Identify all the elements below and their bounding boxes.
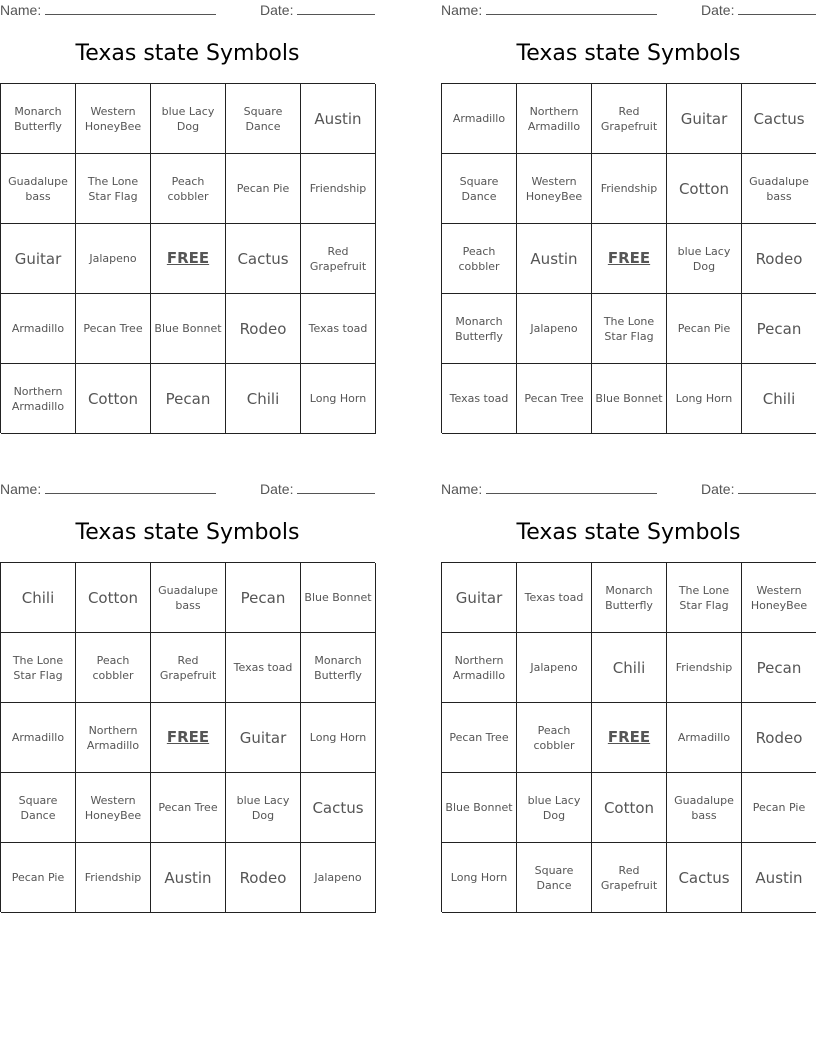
bingo-cell[interactable]: Western HoneyBee	[76, 773, 151, 843]
bingo-cell[interactable]: Red Grapefruit	[592, 84, 667, 154]
bingo-cell[interactable]: Friendship	[76, 843, 151, 913]
free-space[interactable]: FREE	[592, 703, 667, 773]
name-label: Name:	[0, 2, 42, 18]
date-label: Date:	[701, 2, 735, 18]
bingo-cell[interactable]: Monarch Butterfly	[1, 84, 76, 154]
bingo-cell[interactable]: Cotton	[76, 364, 151, 434]
bingo-cell[interactable]: Pecan	[226, 563, 301, 633]
bingo-cell[interactable]: Cactus	[301, 773, 376, 843]
bingo-cell[interactable]: Long Horn	[667, 364, 742, 434]
name-field[interactable]	[0, 481, 216, 497]
bingo-grid	[441, 562, 816, 912]
bingo-cell[interactable]: Pecan Pie	[1, 843, 76, 913]
date-blank[interactable]	[297, 481, 375, 494]
bingo-cell[interactable]: Friendship	[667, 633, 742, 703]
date-field[interactable]	[701, 2, 816, 18]
bingo-cell[interactable]: The Lone Star Flag	[1, 633, 76, 703]
bingo-cell[interactable]: Cactus	[667, 843, 742, 913]
date-field[interactable]	[260, 481, 375, 497]
bingo-grid	[0, 562, 375, 912]
bingo-cell[interactable]: Western HoneyBee	[517, 154, 592, 224]
bingo-card	[0, 0, 375, 432]
bingo-cell[interactable]: Monarch Butterfly	[442, 294, 517, 364]
bingo-cell[interactable]: Peach cobbler	[517, 703, 592, 773]
bingo-cell[interactable]: Pecan Tree	[442, 703, 517, 773]
bingo-card	[0, 479, 375, 911]
name-blank[interactable]	[45, 2, 216, 15]
card-title: Texas state Symbols	[516, 520, 741, 545]
bingo-cell[interactable]: Guitar	[442, 563, 517, 633]
bingo-cell[interactable]: Pecan	[742, 294, 816, 364]
bingo-cell[interactable]: Austin	[301, 84, 376, 154]
name-label: Name:	[0, 481, 42, 497]
bingo-cell[interactable]: Chili	[1, 563, 76, 633]
bingo-cell[interactable]: The Lone Star Flag	[667, 563, 742, 633]
date-field[interactable]	[260, 2, 375, 18]
bingo-cell[interactable]: Western HoneyBee	[742, 563, 816, 633]
bingo-grid	[0, 83, 375, 433]
card-title: Texas state Symbols	[75, 41, 300, 66]
name-field[interactable]	[441, 2, 657, 18]
bingo-cell[interactable]: Peach cobbler	[76, 633, 151, 703]
date-blank[interactable]	[738, 481, 816, 494]
bingo-cell[interactable]: Northern Armadillo	[76, 703, 151, 773]
bingo-cell[interactable]: Rodeo	[742, 703, 816, 773]
date-label: Date:	[260, 481, 294, 497]
bingo-cell[interactable]: Pecan Pie	[226, 154, 301, 224]
bingo-cell[interactable]: Guadalupe bass	[742, 154, 816, 224]
bingo-cell[interactable]: Monarch Butterfly	[301, 633, 376, 703]
bingo-cell[interactable]: Pecan Pie	[667, 294, 742, 364]
bingo-cell[interactable]: Chili	[742, 364, 816, 434]
bingo-cell[interactable]: Blue Bonnet	[442, 773, 517, 843]
card-title: Texas state Symbols	[516, 41, 741, 66]
bingo-cell[interactable]: Northern Armadillo	[1, 364, 76, 434]
bingo-cell[interactable]: The Lone Star Flag	[592, 294, 667, 364]
bingo-cell[interactable]: Guadalupe bass	[1, 154, 76, 224]
bingo-cell[interactable]: Red Grapefruit	[592, 843, 667, 913]
bingo-cell[interactable]: Pecan	[151, 364, 226, 434]
bingo-cell[interactable]: Rodeo	[226, 294, 301, 364]
free-space[interactable]: FREE	[592, 224, 667, 294]
bingo-card	[441, 479, 816, 911]
bingo-cell[interactable]: blue Lacy Dog	[226, 773, 301, 843]
bingo-cell[interactable]: Austin	[742, 843, 816, 913]
bingo-cell[interactable]: Red Grapefruit	[301, 224, 376, 294]
bingo-cell[interactable]: Northern Armadillo	[442, 633, 517, 703]
name-label: Name:	[441, 481, 483, 497]
bingo-cell[interactable]: Monarch Butterfly	[592, 563, 667, 633]
date-field[interactable]	[701, 481, 816, 497]
bingo-cell[interactable]: The Lone Star Flag	[76, 154, 151, 224]
bingo-cell[interactable]: Cotton	[592, 773, 667, 843]
bingo-cell[interactable]: Square Dance	[517, 843, 592, 913]
bingo-cell[interactable]: Texas toad	[301, 294, 376, 364]
bingo-cell[interactable]: Rodeo	[742, 224, 816, 294]
bingo-cell[interactable]: Chili	[226, 364, 301, 434]
bingo-cell[interactable]: Friendship	[301, 154, 376, 224]
bingo-cell[interactable]: Guadalupe bass	[667, 773, 742, 843]
bingo-cell[interactable]: blue Lacy Dog	[667, 224, 742, 294]
bingo-cell[interactable]: Long Horn	[301, 703, 376, 773]
bingo-cell[interactable]: Guitar	[226, 703, 301, 773]
bingo-cell[interactable]: Rodeo	[226, 843, 301, 913]
bingo-cell[interactable]: Northern Armadillo	[517, 84, 592, 154]
bingo-cell[interactable]: Pecan Tree	[76, 294, 151, 364]
bingo-cell[interactable]: Blue Bonnet	[151, 294, 226, 364]
bingo-cell[interactable]: blue Lacy Dog	[517, 773, 592, 843]
bingo-cell[interactable]: Jalapeno	[517, 633, 592, 703]
bingo-cell[interactable]: Friendship	[592, 154, 667, 224]
bingo-cell[interactable]: Peach cobbler	[151, 154, 226, 224]
bingo-cell[interactable]: Blue Bonnet	[301, 563, 376, 633]
bingo-cell[interactable]: Austin	[151, 843, 226, 913]
bingo-cell[interactable]: Cotton	[76, 563, 151, 633]
bingo-cell[interactable]: Square Dance	[1, 773, 76, 843]
bingo-cell[interactable]: Long Horn	[301, 364, 376, 434]
date-blank[interactable]	[738, 2, 816, 15]
date-label: Date:	[260, 2, 294, 18]
date-blank[interactable]	[297, 2, 375, 15]
bingo-cell[interactable]: Blue Bonnet	[592, 364, 667, 434]
bingo-cell[interactable]: Austin	[517, 224, 592, 294]
date-label: Date:	[701, 481, 735, 497]
bingo-cell[interactable]: Pecan Tree	[517, 364, 592, 434]
bingo-cell[interactable]: Jalapeno	[76, 224, 151, 294]
bingo-cell[interactable]: Pecan Tree	[151, 773, 226, 843]
bingo-cell[interactable]: Peach cobbler	[442, 224, 517, 294]
card-title: Texas state Symbols	[75, 520, 300, 545]
free-space[interactable]: FREE	[151, 703, 226, 773]
bingo-cell[interactable]: Chili	[592, 633, 667, 703]
bingo-cell[interactable]: Pecan	[742, 633, 816, 703]
bingo-cell[interactable]: Cactus	[226, 224, 301, 294]
bingo-card	[441, 0, 816, 432]
bingo-grid	[441, 83, 816, 433]
bingo-cell[interactable]: Cactus	[742, 84, 816, 154]
bingo-cell[interactable]: Texas toad	[517, 563, 592, 633]
free-space[interactable]: FREE	[151, 224, 226, 294]
name-blank[interactable]	[486, 481, 657, 494]
bingo-cell[interactable]: Square Dance	[226, 84, 301, 154]
bingo-cell[interactable]: Armadillo	[667, 703, 742, 773]
name-field[interactable]	[441, 481, 657, 497]
name-field[interactable]	[0, 2, 216, 18]
bingo-cell[interactable]: Western HoneyBee	[76, 84, 151, 154]
bingo-cell[interactable]: Armadillo	[442, 84, 517, 154]
bingo-cell[interactable]: Jalapeno	[517, 294, 592, 364]
bingo-cell[interactable]: Guitar	[667, 84, 742, 154]
bingo-cell[interactable]: Square Dance	[442, 154, 517, 224]
bingo-cell[interactable]: Red Grapefruit	[151, 633, 226, 703]
bingo-cell[interactable]: Guitar	[1, 224, 76, 294]
name-blank[interactable]	[45, 481, 216, 494]
bingo-cell[interactable]: Guadalupe bass	[151, 563, 226, 633]
bingo-cell[interactable]: Jalapeno	[301, 843, 376, 913]
name-label: Name:	[441, 2, 483, 18]
bingo-cell[interactable]: Texas toad	[226, 633, 301, 703]
name-blank[interactable]	[486, 2, 657, 15]
bingo-cell[interactable]: Texas toad	[442, 364, 517, 434]
bingo-cell[interactable]: Armadillo	[1, 703, 76, 773]
bingo-cell[interactable]: Cotton	[667, 154, 742, 224]
bingo-cell[interactable]: Long Horn	[442, 843, 517, 913]
bingo-cell[interactable]: Armadillo	[1, 294, 76, 364]
bingo-cell[interactable]: Pecan Pie	[742, 773, 816, 843]
bingo-cell[interactable]: blue Lacy Dog	[151, 84, 226, 154]
